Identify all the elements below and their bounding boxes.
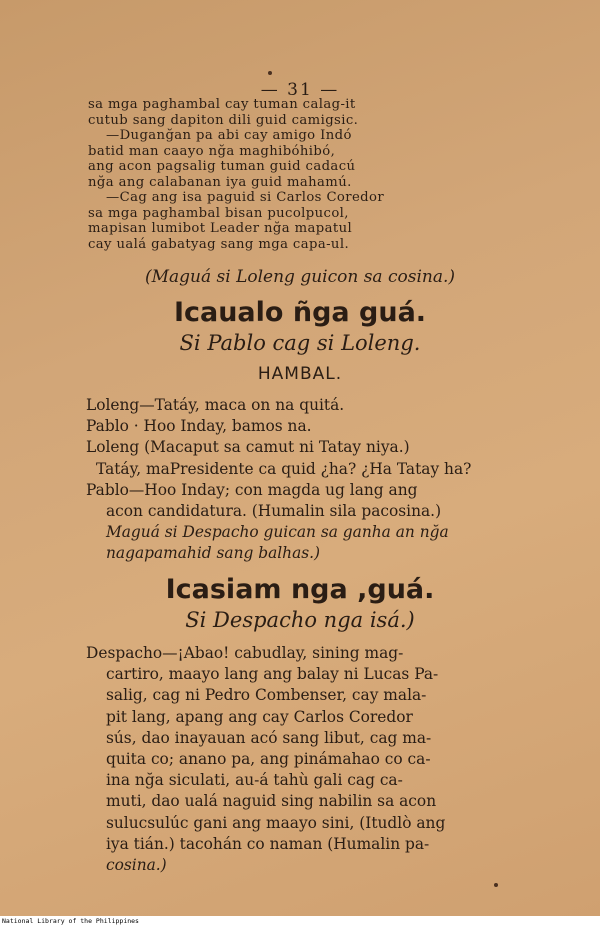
ink-speck	[268, 71, 272, 75]
dialogue-line: sús, dao inayauan acó sang libut, cag ma-	[106, 728, 432, 747]
dialogue-line: Loleng (Macaput sa camut ni Tatay niya.)	[86, 438, 410, 457]
dialogue-line: ina nğa siculati, au-á tahù gali cag ca-	[106, 771, 403, 790]
dialogue-line: pit lang, apang ang cay Carlos Coredor	[106, 707, 413, 726]
verse-line: ang acon pagsalig tuman guid cadacú	[88, 159, 356, 174]
verse-line: batid man caayo nğa maghibóhibó,	[88, 143, 336, 159]
dialogue-block	[86, 643, 526, 876]
verse-paragraph	[88, 97, 488, 252]
stage-direction: (Maguá si Loleng guicon sa cosina.)	[144, 267, 456, 287]
dialogue-line: cartiro, maayo lang ang balay ni Lucas Pa-	[106, 665, 439, 684]
verse-line: nğa ang calabanan iya guid mahamú.	[88, 174, 352, 190]
verse-line: —Cag ang isa paguid si Carlos Coredor	[106, 190, 385, 205]
dialogue-line: Pablo · Hoo Inday, bamos na.	[86, 417, 312, 436]
dialogue-line: iya tián.) tacohán co naman (Humalin pa-	[106, 834, 430, 853]
verse-line: mapisan lumibot Leader nğa mapatul	[88, 221, 353, 236]
dialogue-line: salig, cag ni Pedro Combenser, cay mala-	[106, 686, 427, 705]
page-number: — 31 —	[260, 80, 340, 100]
scene-title: Icaualo ñga guá.	[173, 297, 427, 328]
scene-title: Icasiam nga ,guá.	[165, 574, 435, 605]
dialogue-line: Tatáy, maPresidente ca quid ¿ha? ¿Ha Tatay ha?	[96, 459, 472, 478]
verse-line: sa mga paghambal bisan pucolpucol,	[88, 205, 349, 221]
dialogue-line: Pablo—Hoo Inday; con magda ug lang ang	[86, 480, 418, 499]
scene-label: HAMBAL.	[257, 364, 343, 384]
ink-speck	[494, 883, 498, 887]
verse-line: —Duganğan pa abi cay amigo Indó	[106, 128, 352, 143]
dialogue-line: Maguá si Despacho guican sa ganha an nğa	[106, 523, 449, 542]
library-footer: National Library of the Philippines	[0, 916, 600, 926]
scene-subtitle: Si Despacho nga isá.)	[185, 608, 415, 632]
scene-subtitle: Si Pablo cag si Loleng.	[179, 331, 421, 355]
dialogue-line: quita co; anano pa, ang pinámahao co ca-	[106, 750, 431, 769]
dialogue-line: Despacho—¡Abao! cabudlay, sining mag-	[86, 644, 404, 662]
dialogue-line: Loleng—Tatáy, maca on na quitá.	[86, 396, 345, 414]
dialogue-line: nagapamahid sang balhas.)	[106, 544, 321, 563]
dialogue-line: acon candidatura. (Humalin sila pacosina.)	[106, 502, 442, 521]
dialogue-line: cosina.)	[106, 856, 167, 875]
verse-line: cay ualá gabatyag sang mga capa-ul.	[88, 236, 350, 252]
verse-line: sa mga paghambal cay tuman calag-it	[88, 97, 356, 112]
verse-line: cutub sang dapiton dili guid camigsic.	[88, 112, 359, 128]
dialogue-line: sulucsulúc gani ang maayo sini, (Itudlò ang	[106, 813, 446, 832]
dialogue-block	[86, 395, 526, 565]
dialogue-line: muti, dao ualá naguid sing nabilin sa acon	[106, 792, 437, 811]
